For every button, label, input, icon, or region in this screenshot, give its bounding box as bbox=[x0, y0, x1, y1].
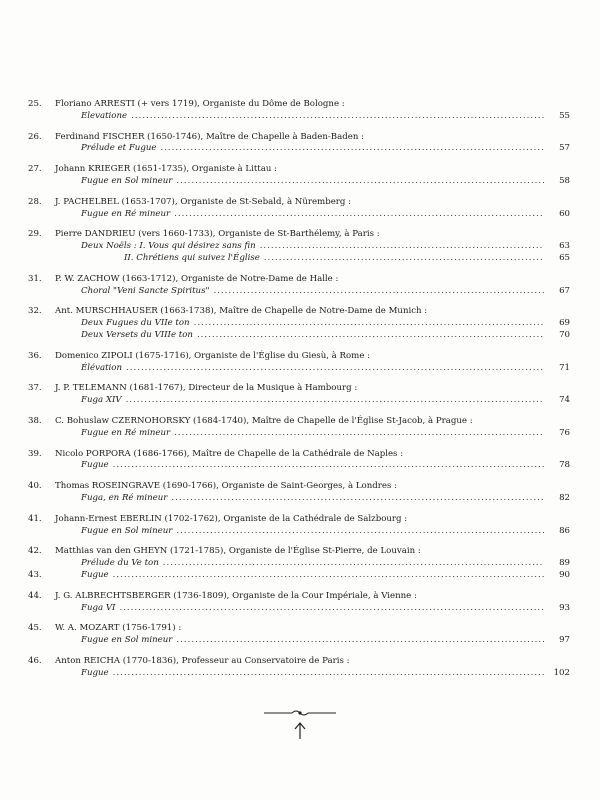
leader-dots bbox=[176, 635, 544, 647]
piece-title: Deux Versets du VIIIe ton bbox=[81, 329, 193, 340]
entry-number: 44. bbox=[28, 590, 42, 601]
entry-heading bbox=[28, 99, 570, 111]
piece-row[interactable] bbox=[81, 635, 570, 647]
entry-number: 36. bbox=[28, 350, 42, 361]
piece-row[interactable] bbox=[81, 493, 570, 505]
page-number: 65 bbox=[559, 252, 570, 263]
leader-dots bbox=[176, 526, 544, 538]
piece-title: Deux Fugues du VIIe ton bbox=[81, 318, 190, 329]
composer-description: Ant. MURSCHHAUSER (1663-1738), Maître de Chapelle de Notre-Dame de Munich : bbox=[55, 306, 428, 317]
entry-heading bbox=[28, 416, 570, 428]
piece-row[interactable] bbox=[81, 286, 570, 298]
toc-entry bbox=[28, 351, 570, 375]
page-number: 97 bbox=[559, 635, 570, 646]
composer-description: Floriano ARRESTI (+ vers 1719), Organiste du Dôme de Bologne : bbox=[55, 99, 345, 109]
composer-description: Johann-Ernest EBERLIN (1702-1762), Organiste de la Cathédrale de Salzbourg : bbox=[55, 513, 408, 524]
toc-entry bbox=[28, 623, 570, 647]
composer-description: Thomas ROSEINGRAVE (1690-1766), Organiste de Saint-Georges, à Londres : bbox=[55, 481, 397, 492]
entry-heading bbox=[28, 591, 570, 603]
piece-title: Prélude et Fugue bbox=[81, 143, 157, 154]
toc-entry bbox=[28, 591, 570, 615]
piece-title: II. Chrétiens qui suivez l'Église bbox=[124, 252, 260, 263]
piece-title: Fugue en Sol mineur bbox=[81, 175, 173, 186]
entry-heading bbox=[28, 274, 570, 286]
toc-entry bbox=[28, 514, 570, 538]
ornament-icon bbox=[262, 703, 338, 743]
leader-dots bbox=[171, 493, 544, 505]
page-number: 93 bbox=[559, 602, 570, 613]
leader-dots bbox=[174, 428, 544, 440]
entry-number: 43. bbox=[28, 569, 42, 580]
page-number: 89 bbox=[559, 558, 570, 569]
page-number: 102 bbox=[553, 667, 570, 678]
toc-entry bbox=[28, 546, 570, 570]
page-number: 78 bbox=[559, 460, 570, 471]
composer-description: W. A. MOZART (1756-1791) : bbox=[55, 623, 182, 634]
piece-row[interactable] bbox=[81, 526, 570, 538]
leader-dots bbox=[113, 668, 544, 680]
composer-description: Pierre DANDRIEU (vers 1660-1733), Organiste de St-Barthélemy, à Paris : bbox=[55, 229, 380, 240]
page-number: 86 bbox=[559, 525, 570, 536]
entry-heading bbox=[28, 383, 570, 395]
leader-dots bbox=[163, 558, 544, 570]
toc-entry bbox=[28, 383, 570, 407]
composer-description: J. PACHELBEL (1653-1707), Organiste de St-Sebald, à Nüremberg : bbox=[55, 196, 352, 207]
entry-number: 40. bbox=[28, 481, 42, 492]
piece-row[interactable] bbox=[28, 570, 570, 582]
leader-dots bbox=[260, 241, 544, 253]
page-number: 70 bbox=[559, 329, 570, 340]
page-number: 60 bbox=[559, 208, 570, 219]
toc-entry bbox=[28, 416, 570, 440]
piece-title: Fugue bbox=[81, 569, 109, 580]
piece-title: Élévation bbox=[81, 362, 122, 373]
leader-dots bbox=[174, 209, 544, 221]
leader-dots bbox=[264, 253, 544, 265]
composer-description: Ferdinand FISCHER (1650-1746), Maître de Chapelle à Baden-Baden : bbox=[55, 131, 364, 142]
piece-row[interactable] bbox=[81, 318, 570, 330]
entry-number: 42. bbox=[28, 546, 42, 557]
page-number: 69 bbox=[559, 318, 570, 329]
entry-number: 46. bbox=[28, 655, 42, 666]
table-of-contents bbox=[28, 99, 570, 688]
toc-entry bbox=[28, 656, 570, 680]
composer-description: P. W. ZACHOW (1663-1712), Organiste de Notre-Dame de Halle : bbox=[55, 273, 339, 284]
entry-number: 41. bbox=[28, 513, 42, 524]
leader-dots bbox=[113, 460, 544, 472]
piece-row[interactable] bbox=[81, 209, 570, 221]
composer-description: J. G. ALBRECHTSBERGER (1736-1809), Organiste de la Cour Impériale, à Vienne : bbox=[55, 590, 417, 601]
composer-description: Nicolo PORPORA (1686-1766), Maître de Chapelle de la Cathédrale de Naples : bbox=[55, 448, 404, 459]
entry-number: 32. bbox=[28, 306, 42, 317]
page-number: 74 bbox=[559, 395, 570, 406]
entry-heading bbox=[28, 623, 570, 635]
piece-title: Fugue en Ré mineur bbox=[81, 427, 171, 438]
piece-row[interactable] bbox=[81, 460, 570, 472]
page-number: 55 bbox=[559, 110, 570, 121]
piece-row[interactable] bbox=[81, 363, 570, 375]
toc-entry bbox=[28, 306, 570, 341]
toc-entry bbox=[28, 570, 570, 582]
entry-number: 29. bbox=[28, 229, 42, 240]
composer-description: C. Bohuslaw CZERNOHORSKY (1684-1740), Maître de Chapelle de l'Église St-Jacob, à Prague : bbox=[55, 415, 473, 426]
page-number: 63 bbox=[559, 241, 570, 252]
piece-row[interactable] bbox=[81, 603, 570, 615]
page-number: 57 bbox=[559, 143, 570, 154]
entry-number: 26. bbox=[28, 131, 42, 142]
leader-dots bbox=[119, 603, 544, 615]
piece-title: Fuga VI bbox=[81, 602, 116, 613]
piece-row[interactable] bbox=[81, 428, 570, 440]
entry-heading bbox=[28, 514, 570, 526]
toc-entry bbox=[28, 449, 570, 473]
piece-title: Fuga XIV bbox=[81, 395, 122, 406]
piece-row[interactable] bbox=[81, 330, 570, 342]
leader-dots bbox=[197, 330, 544, 342]
piece-title: Fugue en Ré mineur bbox=[81, 208, 171, 219]
page-number: 82 bbox=[559, 492, 570, 503]
entry-number: 37. bbox=[28, 383, 42, 394]
toc-entry bbox=[28, 197, 570, 221]
piece-title: Fuga, en Ré mineur bbox=[81, 492, 168, 503]
entry-heading bbox=[28, 656, 570, 668]
piece-row[interactable] bbox=[81, 241, 570, 253]
leader-dots bbox=[131, 111, 544, 123]
piece-row[interactable] bbox=[81, 395, 570, 407]
entry-number: 27. bbox=[28, 164, 42, 175]
page-number: 90 bbox=[559, 569, 570, 580]
toc-entry bbox=[28, 99, 570, 123]
entry-number: 38. bbox=[28, 415, 42, 426]
piece-row[interactable] bbox=[81, 111, 570, 123]
piece-title: Elevatione bbox=[81, 110, 128, 121]
entry-heading bbox=[28, 546, 570, 558]
entry-number: 39. bbox=[28, 448, 42, 459]
page-number: 76 bbox=[559, 427, 570, 438]
piece-row[interactable] bbox=[81, 558, 570, 570]
piece-row[interactable] bbox=[81, 176, 570, 188]
entry-number: 25. bbox=[28, 99, 42, 109]
composer-description: Anton REICHA (1770-1836), Professeur au Conservatoire de Paris : bbox=[55, 655, 350, 666]
piece-row[interactable] bbox=[81, 253, 570, 265]
entry-heading bbox=[28, 229, 570, 241]
leader-dots bbox=[126, 395, 544, 407]
entry-heading bbox=[28, 197, 570, 209]
toc-entry bbox=[28, 229, 570, 264]
entry-heading bbox=[28, 306, 570, 318]
entry-number: 28. bbox=[28, 196, 42, 207]
leader-dots bbox=[213, 286, 544, 298]
piece-title: Fugue bbox=[81, 460, 109, 471]
entry-heading bbox=[28, 481, 570, 493]
composer-description: J. P. TELEMANN (1681-1767), Directeur de la Musique à Hambourg : bbox=[55, 383, 358, 394]
piece-title: Prélude du Ve ton bbox=[81, 558, 159, 569]
leader-dots bbox=[126, 363, 544, 375]
piece-row[interactable] bbox=[81, 143, 570, 155]
piece-row[interactable] bbox=[81, 668, 570, 680]
leader-dots bbox=[194, 318, 544, 330]
entry-number: 31. bbox=[28, 273, 42, 284]
entry-heading bbox=[28, 132, 570, 144]
toc-entry bbox=[28, 132, 570, 156]
toc-entry bbox=[28, 274, 570, 298]
leader-dots bbox=[176, 176, 544, 188]
piece-title: Fugue en Sol mineur bbox=[81, 635, 173, 646]
toc-entry bbox=[28, 164, 570, 188]
page-number: 71 bbox=[559, 362, 570, 373]
entry-heading bbox=[28, 351, 570, 363]
composer-description: Domenico ZIPOLI (1675-1716), Organiste de l'Église du Giesù, à Rome : bbox=[55, 350, 371, 361]
entry-number: 45. bbox=[28, 623, 42, 634]
page-number: 58 bbox=[559, 175, 570, 186]
composer-description: Matthias van den GHEYN (1721-1785), Organiste de l'Église St-Pierre, de Louvain : bbox=[55, 546, 421, 557]
composer-description: Johann KRIEGER (1651-1735), Organiste à Littau : bbox=[55, 164, 278, 175]
leader-dots bbox=[160, 143, 544, 155]
leader-dots bbox=[113, 570, 544, 582]
toc-entry bbox=[28, 481, 570, 505]
piece-title: Fugue en Sol mineur bbox=[81, 525, 173, 536]
piece-title: Deux Noëls : I. Vous qui désirez sans fin bbox=[81, 241, 256, 252]
entry-heading bbox=[28, 449, 570, 461]
piece-title: Choral "Veni Sancte Spiritus" bbox=[81, 285, 210, 296]
page-number: 67 bbox=[559, 285, 570, 296]
piece-title: Fugue bbox=[81, 667, 109, 678]
entry-heading bbox=[28, 164, 570, 176]
